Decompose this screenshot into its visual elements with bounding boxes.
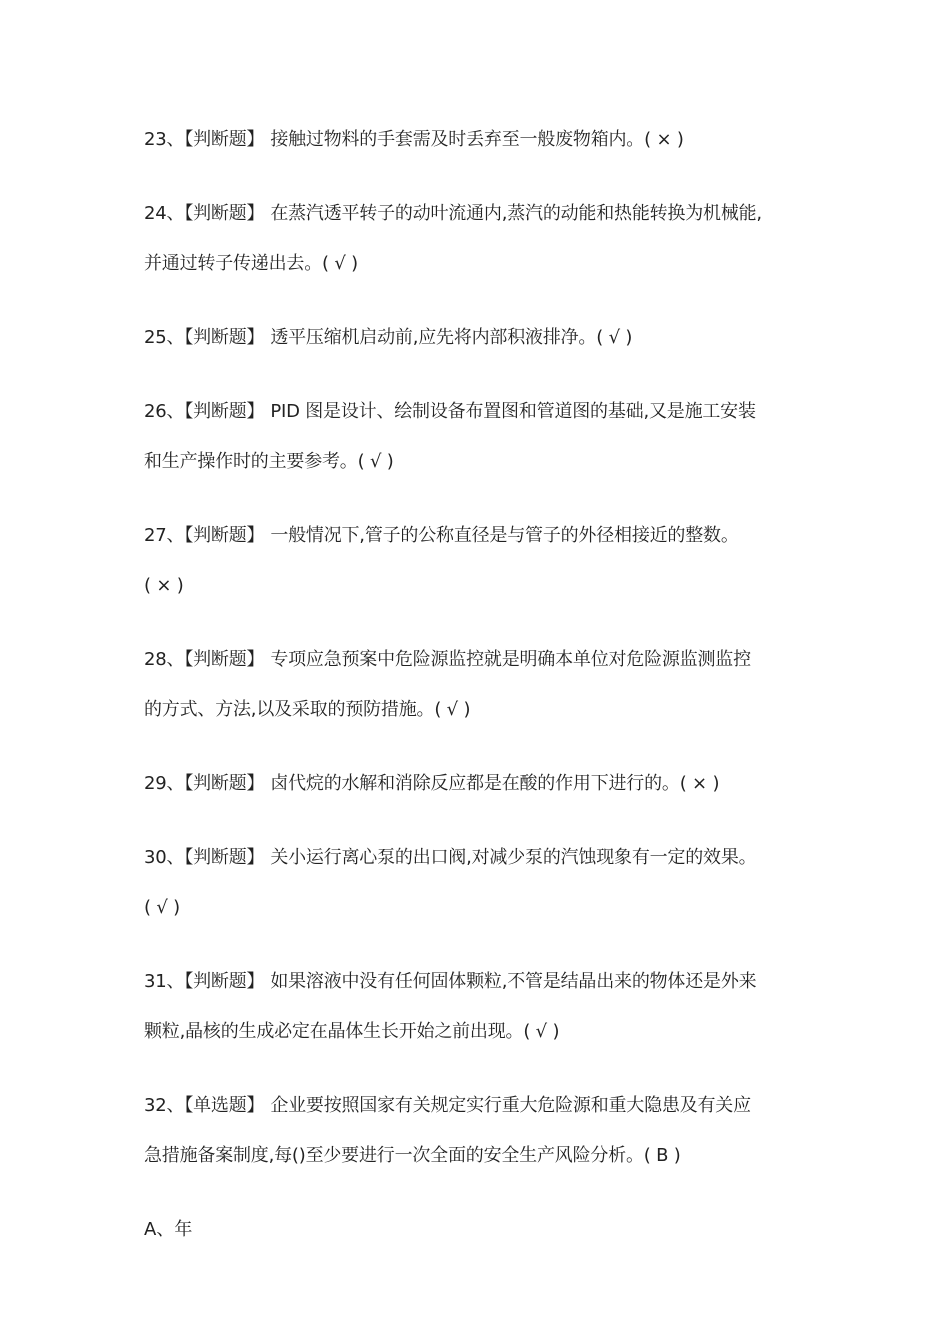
question-line — [144, 322, 812, 372]
question-line-continued: 的方式、方法,以及采取的预防措施。( √ ) — [144, 699, 471, 720]
question-line-continued: 颗粒,晶核的生成必定在晶体生长开始之前出现。( √ ) — [144, 1021, 560, 1042]
question-line — [144, 396, 812, 446]
question-line — [144, 198, 812, 248]
question-text: 如果溶液中没有任何固体颗粒,不管是结晶出来的物体还是外来 — [270, 971, 757, 992]
question-type: 【判断题】 — [184, 129, 265, 150]
question-line — [144, 768, 812, 818]
question-line-continued: ( × ) — [144, 575, 184, 596]
question-text: 接触过物料的手套需及时丢弃至一般废物箱内。( × ) — [270, 129, 684, 150]
question-number: 23、 — [144, 129, 185, 150]
question-line-continued: 急措施备案制度,每()至少要进行一次全面的安全生产风险分析。( B ) — [144, 1145, 681, 1166]
question-type: 【判断题】 — [184, 401, 265, 422]
question-number: 26、 — [144, 401, 185, 422]
question-number: 31、 — [144, 971, 185, 992]
question-line-continued: 并通过转子传递出去。( √ ) — [144, 253, 358, 274]
question-text: 一般情况下,管子的公称直径是与管子的外径相接近的整数。 — [270, 525, 739, 546]
question-number: 28、 — [144, 649, 185, 670]
question-text: 关小运行离心泵的出口阀,对减少泵的汽蚀现象有一定的效果。 — [270, 847, 757, 868]
question-number: 29、 — [144, 773, 185, 794]
question-text: 企业要按照国家有关规定实行重大危险源和重大隐患及有关应 — [270, 1095, 751, 1116]
question-line-continued: 和生产操作时的主要参考。( √ ) — [144, 451, 394, 472]
question-number: 30、 — [144, 847, 185, 868]
question-type: 【判断题】 — [184, 327, 265, 348]
question-number: 24、 — [144, 203, 185, 224]
question-24 — [144, 198, 812, 298]
question-text: PID 图是设计、绘制设备布置图和管道图的基础,又是施工安装 — [270, 401, 756, 422]
question-list — [144, 124, 812, 1254]
question-28 — [144, 644, 812, 744]
question-line — [144, 966, 812, 1016]
question-text: 卤代烷的水解和消除反应都是在酸的作用下进行的。( × ) — [270, 773, 720, 794]
question-line — [144, 842, 812, 892]
question-31 — [144, 966, 812, 1066]
question-type: 【判断题】 — [184, 203, 265, 224]
question-29 — [144, 768, 812, 818]
question-27 — [144, 520, 812, 620]
question-number: 25、 — [144, 327, 185, 348]
question-type: 【单选题】 — [184, 1095, 265, 1116]
answer-option-a: A、年 — [144, 1219, 193, 1240]
question-25 — [144, 322, 812, 372]
question-23 — [144, 124, 812, 174]
question-line — [144, 520, 812, 570]
question-30 — [144, 842, 812, 942]
question-line — [144, 644, 812, 694]
question-number: 32、 — [144, 1095, 185, 1116]
question-text: 专项应急预案中危险源监控就是明确本单位对危险源监测监控 — [270, 649, 751, 670]
question-text: 在蒸汽透平转子的动叶流通内,蒸汽的动能和热能转换为机械能, — [270, 203, 762, 224]
question-type: 【判断题】 — [184, 971, 265, 992]
question-text: 透平压缩机启动前,应先将内部积液排净。( √ ) — [270, 327, 633, 348]
question-type: 【判断题】 — [184, 649, 265, 670]
question-32 — [144, 1090, 812, 1190]
question-line-continued: ( √ ) — [144, 897, 180, 918]
question-26 — [144, 396, 812, 496]
question-type: 【判断题】 — [184, 773, 265, 794]
question-number: 27、 — [144, 525, 185, 546]
question-type: 【判断题】 — [184, 525, 265, 546]
question-line — [144, 124, 812, 174]
question-type: 【判断题】 — [184, 847, 265, 868]
question-line — [144, 1090, 812, 1140]
